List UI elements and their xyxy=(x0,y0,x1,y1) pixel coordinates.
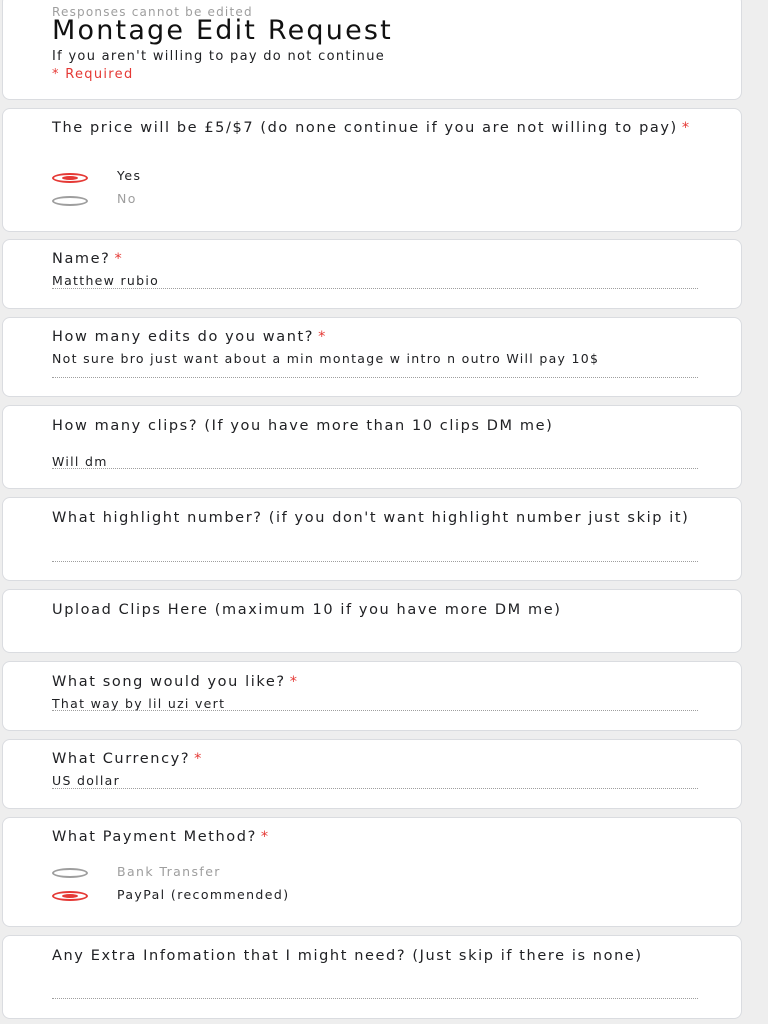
question-title: The price will be £5/$7 (do none continue if you are not willing to pay) * xyxy=(52,120,691,136)
form-header-card xyxy=(2,0,742,100)
question-card-price xyxy=(2,108,742,232)
option-label-bank-transfer[interactable]: Bank Transfer xyxy=(117,864,221,879)
radio-yes[interactable] xyxy=(52,173,88,183)
question-card-clips xyxy=(2,405,742,489)
required-note: * Required xyxy=(52,67,134,82)
required-asterisk: * xyxy=(318,329,327,345)
form-description: If you aren't willing to pay do not continue xyxy=(52,49,386,64)
question-title: How many clips? (If you have more than 10 clips DM me) xyxy=(52,418,554,434)
radio-paypal[interactable] xyxy=(52,891,88,901)
responses-note: Responses cannot be edited xyxy=(52,5,253,19)
option-label-no[interactable]: No xyxy=(117,191,137,206)
required-asterisk: * xyxy=(194,751,203,767)
answer-underline xyxy=(52,998,698,999)
option-label-paypal[interactable]: PayPal (recommended) xyxy=(117,887,290,902)
question-title: What Currency? * xyxy=(52,751,203,767)
question-title: What highlight number? (if you don't want highlight number just skip it) xyxy=(52,510,690,526)
answer-underline xyxy=(52,561,698,562)
answer-underline xyxy=(52,288,698,289)
question-title: What Payment Method? * xyxy=(52,829,270,845)
edits-answer-field[interactable]: Not sure bro just want about a min montage w intro n outro Will pay 10$ xyxy=(52,351,600,366)
question-title: How many edits do you want? * xyxy=(52,329,327,345)
name-answer-field[interactable]: Matthew rubio xyxy=(52,273,160,288)
question-card-upload xyxy=(2,589,742,653)
answer-underline xyxy=(52,788,698,789)
answer-underline xyxy=(52,710,698,711)
question-card-name xyxy=(2,239,742,309)
required-asterisk: * xyxy=(260,829,270,845)
song-answer-field[interactable]: That way by lil uzi vert xyxy=(52,696,226,711)
radio-bank-transfer[interactable] xyxy=(52,868,88,878)
answer-underline xyxy=(52,377,698,378)
question-card-highlight xyxy=(2,497,742,581)
question-title: Upload Clips Here (maximum 10 if you have more DM me) xyxy=(52,602,562,618)
option-label-yes[interactable]: Yes xyxy=(117,168,142,183)
required-asterisk: * xyxy=(681,120,691,136)
form-title: Montage Edit Request xyxy=(52,15,393,46)
question-card-currency xyxy=(2,739,742,809)
required-asterisk: * xyxy=(114,251,124,267)
question-title: Any Extra Infomation that I might need? (Just skip if there is none) xyxy=(52,948,643,964)
question-title: Name? * xyxy=(52,251,124,267)
question-title: What song would you like? * xyxy=(52,674,299,690)
question-card-song xyxy=(2,661,742,731)
question-card-edits xyxy=(2,317,742,397)
question-card-extra-info xyxy=(2,935,742,1019)
required-asterisk: * xyxy=(289,674,299,690)
radio-no[interactable] xyxy=(52,196,88,206)
clips-answer-field[interactable]: Will dm xyxy=(52,454,108,469)
question-card-payment xyxy=(2,817,742,927)
answer-underline xyxy=(52,468,698,469)
currency-answer-field[interactable]: US dollar xyxy=(52,773,121,788)
